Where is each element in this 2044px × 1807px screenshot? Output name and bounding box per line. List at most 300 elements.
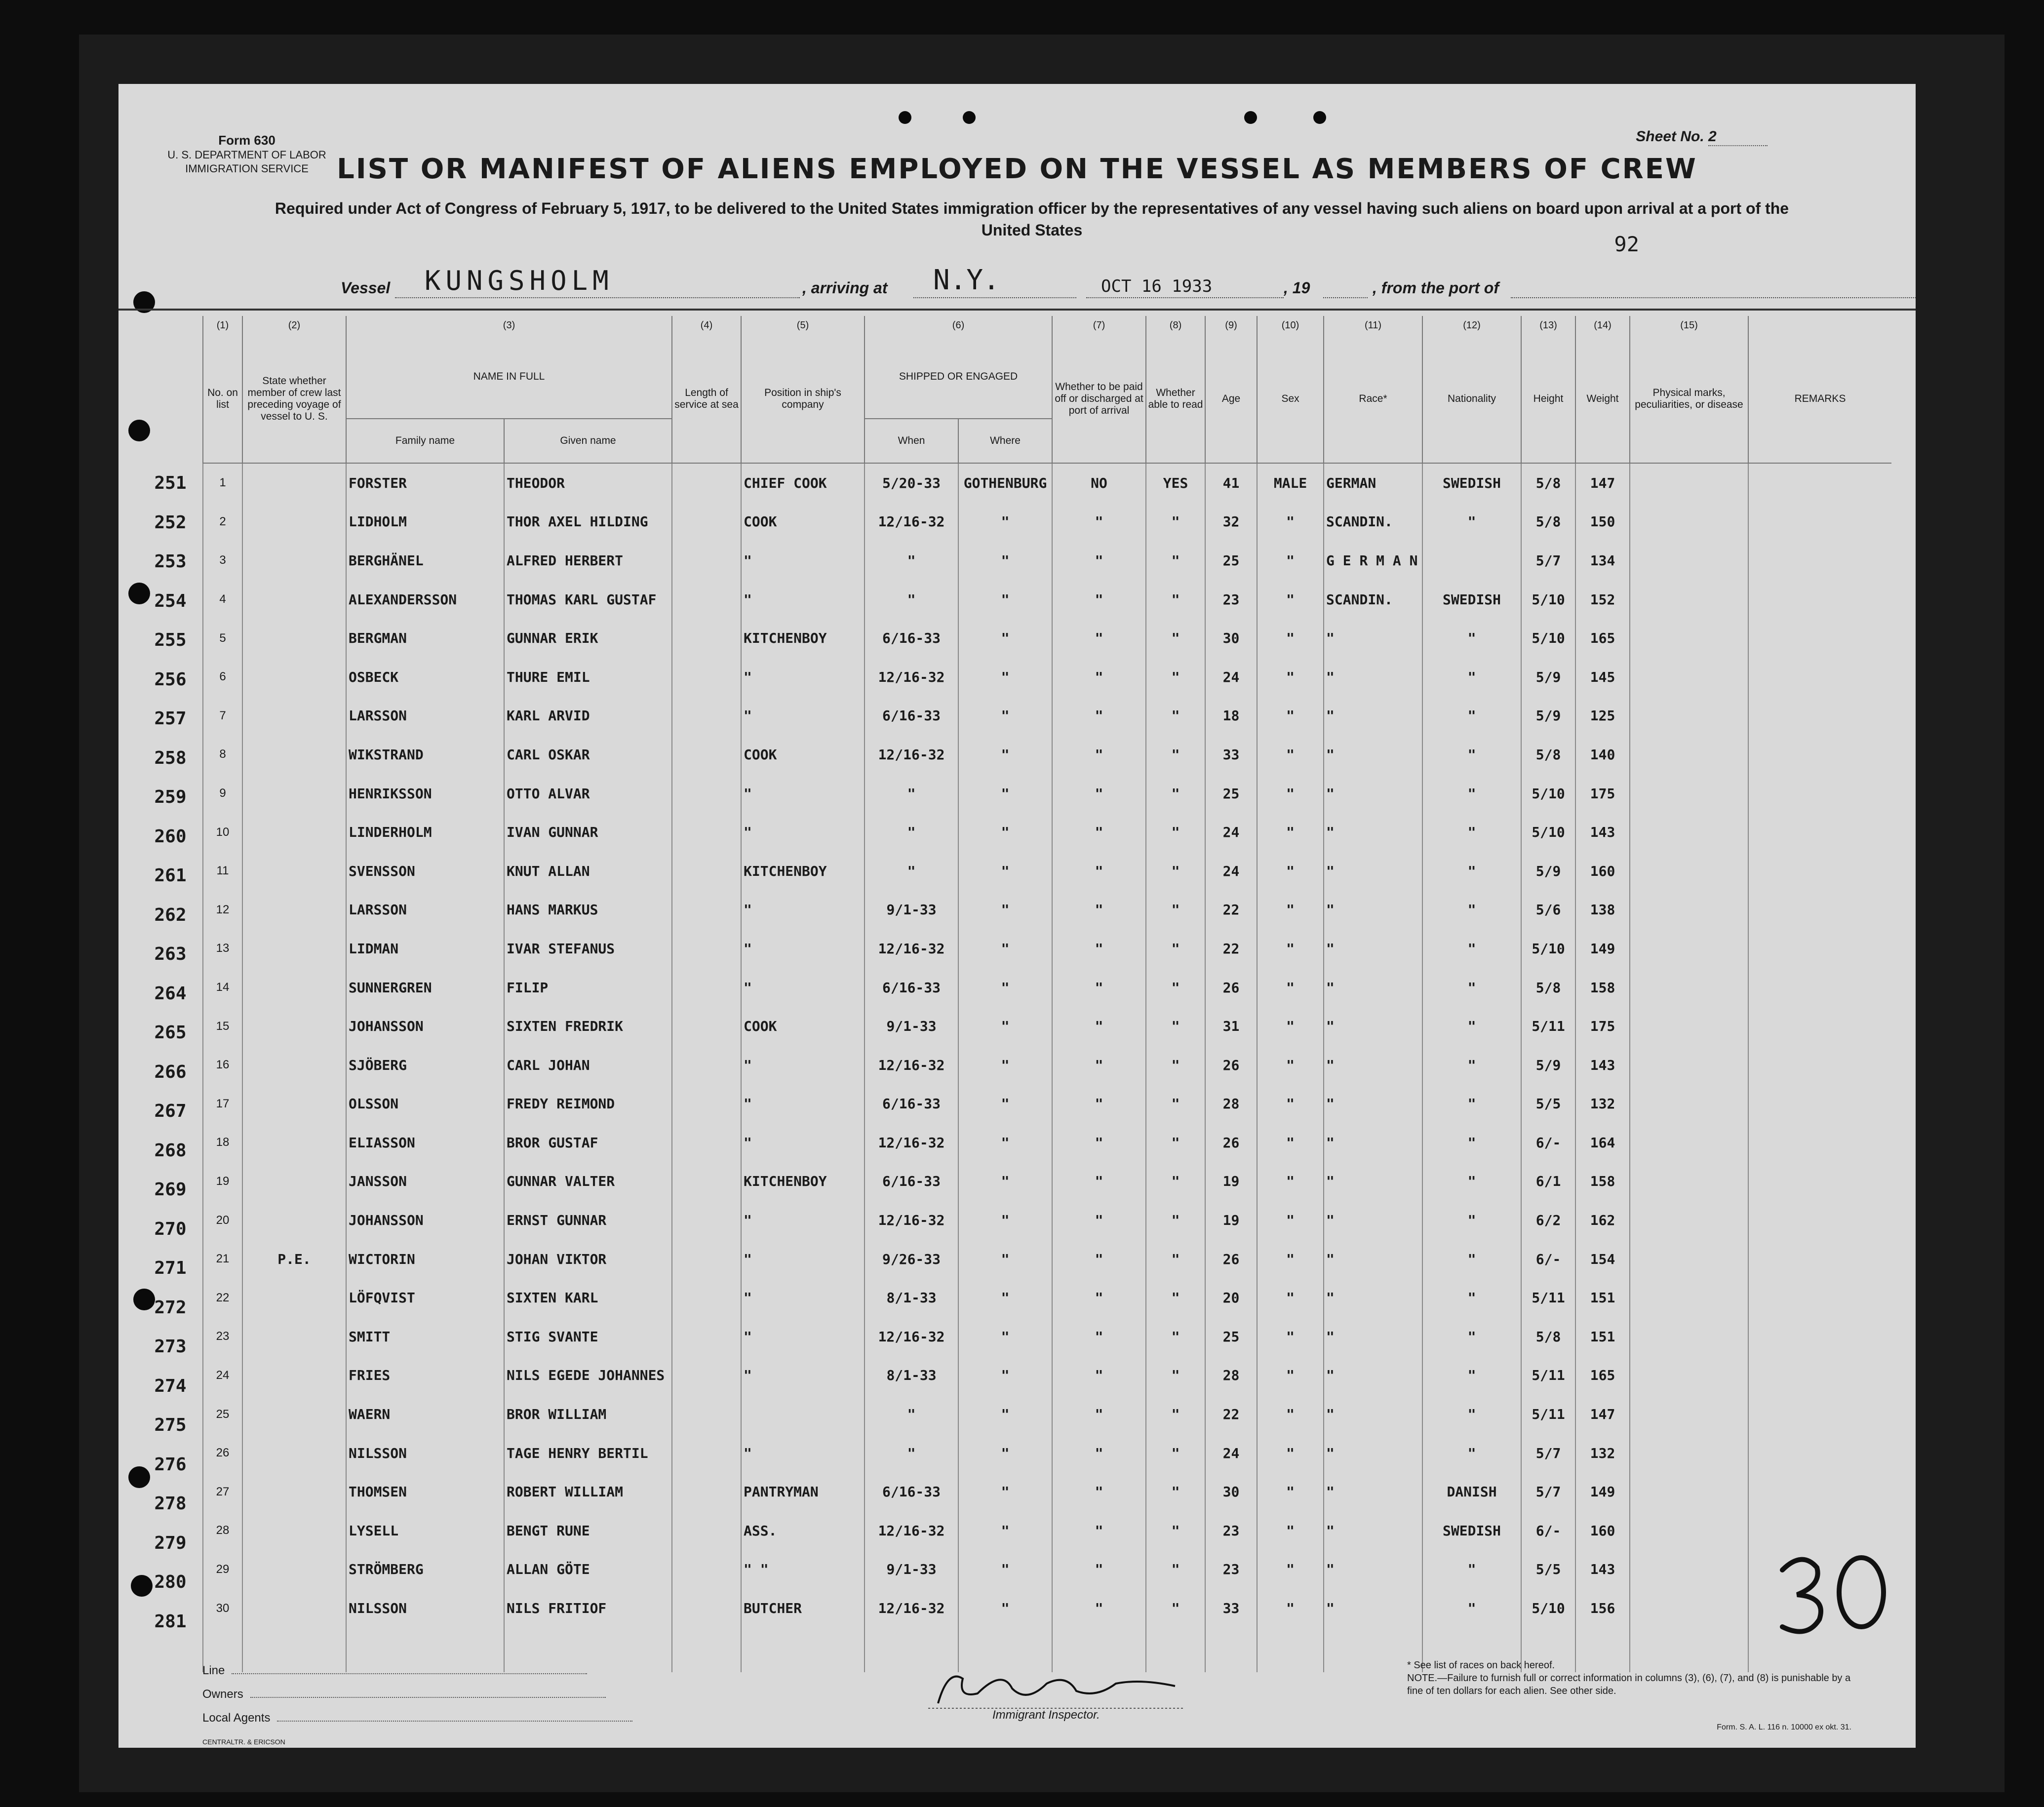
- cell-physical-marks: [1630, 463, 1748, 503]
- cell-row-number: 3: [203, 541, 242, 580]
- sequence-number: 254: [154, 590, 187, 611]
- sequence-number: 266: [154, 1061, 187, 1082]
- cell-position: ": [741, 1317, 865, 1356]
- cell-previous-voyage: [242, 697, 346, 736]
- cell-given-name: KNUT ALLAN: [504, 852, 672, 891]
- handwritten-page-number: 92: [1614, 232, 1639, 256]
- punch-hole: [963, 111, 976, 124]
- cell-length-of-service: [672, 580, 741, 619]
- cell-previous-voyage: [242, 1434, 346, 1473]
- cell-age: 25: [1205, 1317, 1257, 1356]
- cell-height: 5/6: [1521, 891, 1575, 930]
- cell-height: 5/7: [1521, 541, 1575, 580]
- cell-length-of-service: [672, 658, 741, 697]
- cell-shipped-when: 6/16-33: [865, 1085, 958, 1124]
- cell-given-name: GUNNAR VALTER: [504, 1162, 672, 1201]
- cell-shipped-where: ": [958, 929, 1052, 968]
- cell-nationality: ": [1422, 1589, 1521, 1628]
- cell-race: ": [1324, 1511, 1422, 1550]
- cell-shipped-where: ": [958, 697, 1052, 736]
- cell-paid-off: ": [1052, 1162, 1146, 1201]
- cell-race: ": [1324, 1434, 1422, 1473]
- cell-shipped-when: 12/16-32: [865, 1317, 958, 1356]
- cell-height: 5/10: [1521, 619, 1575, 658]
- cell-length-of-service: [672, 1511, 741, 1550]
- cell-length-of-service: [672, 1085, 741, 1124]
- cell-nationality: ": [1422, 503, 1521, 542]
- cell-row-number: 15: [203, 1007, 242, 1046]
- cell-sex: ": [1257, 1356, 1324, 1395]
- col-num-14: (14): [1575, 316, 1630, 335]
- cell-paid-off: ": [1052, 891, 1146, 930]
- table-row: [203, 1472, 1891, 1511]
- cell-length-of-service: [672, 929, 741, 968]
- cell-length-of-service: [672, 1240, 741, 1279]
- cell-race: ": [1324, 774, 1422, 813]
- cell-position: ": [741, 658, 865, 697]
- cell-physical-marks: [1630, 735, 1748, 774]
- cell-weight: 165: [1575, 1356, 1630, 1395]
- cell-age: 33: [1205, 735, 1257, 774]
- cell-family-name: SVENSSON: [346, 852, 504, 891]
- cell-physical-marks: [1630, 1511, 1748, 1550]
- cell-position: PANTRYMAN: [741, 1472, 865, 1511]
- cell-age: 22: [1205, 1395, 1257, 1434]
- cell-shipped-when: 6/16-33: [865, 968, 958, 1007]
- cell-race: ": [1324, 1356, 1422, 1395]
- cell-remarks: [1748, 1278, 1891, 1317]
- cell-paid-off: ": [1052, 1395, 1146, 1434]
- cell-age: 24: [1205, 1434, 1257, 1473]
- cell-previous-voyage: [242, 852, 346, 891]
- owners-label: Owners: [202, 1688, 243, 1701]
- cell-shipped-where: ": [958, 580, 1052, 619]
- cell-physical-marks: [1630, 1162, 1748, 1201]
- table-row: [203, 619, 1891, 658]
- cell-nationality: ": [1422, 1162, 1521, 1201]
- cell-position: ": [741, 1434, 865, 1473]
- cell-paid-off: ": [1052, 580, 1146, 619]
- cell-shipped-where: GOTHENBURG: [958, 463, 1052, 503]
- cell-remarks: [1748, 1356, 1891, 1395]
- cell-physical-marks: [1630, 503, 1748, 542]
- cell-sex: ": [1257, 735, 1324, 774]
- sequence-number: 278: [154, 1493, 187, 1514]
- cell-physical-marks: [1630, 1472, 1748, 1511]
- cell-race: ": [1324, 1046, 1422, 1085]
- penalty-note: NOTE.—Failure to furnish full or correct information in columns (3), (6), (7), and (8) is punishable by a fine of ten dollars for each alien. See other side.: [1407, 1673, 1851, 1696]
- cell-weight: 149: [1575, 1472, 1630, 1511]
- col-header-physical-marks: Physical marks, peculiarities, or disease: [1630, 335, 1748, 463]
- cell-position: " ": [741, 1550, 865, 1589]
- sequence-number: 255: [154, 630, 187, 650]
- cell-physical-marks: [1630, 1434, 1748, 1473]
- cell-race: ": [1324, 1589, 1422, 1628]
- cell-given-name: TAGE HENRY BERTIL: [504, 1434, 672, 1473]
- cell-paid-off: ": [1052, 852, 1146, 891]
- cell-race: GERMAN: [1324, 463, 1422, 503]
- cell-shipped-where: ": [958, 1550, 1052, 1589]
- cell-race: ": [1324, 1278, 1422, 1317]
- cell-shipped-when: 12/16-32: [865, 1123, 958, 1162]
- cell-height: 5/11: [1521, 1356, 1575, 1395]
- cell-shipped-where: ": [958, 1317, 1052, 1356]
- handwritten-tally: [1768, 1545, 1896, 1647]
- cell-given-name: JOHAN VIKTOR: [504, 1240, 672, 1279]
- sequence-number: 264: [154, 983, 187, 1004]
- cell-remarks: [1748, 1046, 1891, 1085]
- cell-shipped-where: ": [958, 735, 1052, 774]
- cell-race: ": [1324, 658, 1422, 697]
- cell-nationality: ": [1422, 813, 1521, 852]
- table-row: [203, 1317, 1891, 1356]
- cell-sex: ": [1257, 813, 1324, 852]
- cell-row-number: 5: [203, 619, 242, 658]
- cell-previous-voyage: [242, 1356, 346, 1395]
- cell-shipped-where: ": [958, 852, 1052, 891]
- cell-given-name: THURE EMIL: [504, 658, 672, 697]
- table-row: [203, 968, 1891, 1007]
- cell-shipped-when: ": [865, 580, 958, 619]
- cell-row-number: 2: [203, 503, 242, 542]
- table-row: [203, 891, 1891, 930]
- cell-sex: ": [1257, 1550, 1324, 1589]
- col-header-height: Height: [1521, 335, 1575, 463]
- cell-height: 6/-: [1521, 1240, 1575, 1279]
- cell-row-number: 24: [203, 1356, 242, 1395]
- cell-shipped-when: 6/16-33: [865, 1162, 958, 1201]
- cell-previous-voyage: [242, 891, 346, 930]
- cell-position: CHIEF COOK: [741, 463, 865, 503]
- cell-weight: 154: [1575, 1240, 1630, 1279]
- cell-row-number: 29: [203, 1550, 242, 1589]
- cell-height: 6/1: [1521, 1162, 1575, 1201]
- cell-family-name: FORSTER: [346, 463, 504, 503]
- cell-given-name: KARL ARVID: [504, 697, 672, 736]
- cell-shipped-when: 12/16-32: [865, 929, 958, 968]
- col-num-8: (8): [1146, 316, 1205, 335]
- cell-height: 5/10: [1521, 580, 1575, 619]
- cell-remarks: [1748, 619, 1891, 658]
- document-title: LIST OR MANIFEST OF ALIENS EMPLOYED ON THE VESSEL AS MEMBERS OF CREW: [337, 153, 1697, 185]
- cell-able-to-read: ": [1146, 1123, 1205, 1162]
- sheet-number: [1636, 128, 1768, 146]
- cell-height: 5/7: [1521, 1434, 1575, 1473]
- cell-nationality: ": [1422, 1278, 1521, 1317]
- cell-row-number: 10: [203, 813, 242, 852]
- cell-physical-marks: [1630, 697, 1748, 736]
- cell-race: ": [1324, 813, 1422, 852]
- cell-family-name: LARSSON: [346, 697, 504, 736]
- cell-family-name: ALEXANDERSSON: [346, 580, 504, 619]
- sequence-number: 261: [154, 865, 187, 886]
- table-row: [203, 774, 1891, 813]
- col-num-7: (7): [1052, 316, 1146, 335]
- cell-length-of-service: [672, 891, 741, 930]
- cell-length-of-service: [672, 968, 741, 1007]
- table-row: [203, 1278, 1891, 1317]
- cell-family-name: FRIES: [346, 1356, 504, 1395]
- cell-race: G E R M A N: [1324, 541, 1422, 580]
- cell-paid-off: ": [1052, 1007, 1146, 1046]
- inspector-signature: [928, 1659, 1185, 1713]
- cell-family-name: WAERN: [346, 1395, 504, 1434]
- table-row: [203, 1123, 1891, 1162]
- cell-physical-marks: [1630, 1317, 1748, 1356]
- cell-given-name: SIXTEN KARL: [504, 1278, 672, 1317]
- vessel-name: KUNGSHOLM: [425, 265, 614, 296]
- cell-weight: 151: [1575, 1278, 1630, 1317]
- cell-given-name: OTTO ALVAR: [504, 774, 672, 813]
- cell-previous-voyage: [242, 1046, 346, 1085]
- cell-age: 18: [1205, 697, 1257, 736]
- cell-row-number: 7: [203, 697, 242, 736]
- cell-race: ": [1324, 735, 1422, 774]
- cell-age: 22: [1205, 929, 1257, 968]
- cell-shipped-where: ": [958, 1434, 1052, 1473]
- cell-given-name: ALLAN GÖTE: [504, 1550, 672, 1589]
- cell-remarks: [1748, 891, 1891, 930]
- table-row: [203, 697, 1891, 736]
- cell-position: ": [741, 968, 865, 1007]
- cell-previous-voyage: [242, 1589, 346, 1628]
- cell-age: 24: [1205, 852, 1257, 891]
- cell-shipped-where: ": [958, 1511, 1052, 1550]
- table-row: [203, 541, 1891, 580]
- col-num-3: (3): [346, 316, 672, 335]
- cell-row-number: 6: [203, 658, 242, 697]
- cell-weight: 138: [1575, 891, 1630, 930]
- cell-physical-marks: [1630, 1589, 1748, 1628]
- cell-age: 25: [1205, 541, 1257, 580]
- cell-nationality: SWEDISH: [1422, 580, 1521, 619]
- cell-given-name: FREDY REIMOND: [504, 1085, 672, 1124]
- cell-sex: MALE: [1257, 463, 1324, 503]
- cell-previous-voyage: [242, 1007, 346, 1046]
- cell-position: ": [741, 541, 865, 580]
- col-num-10: (10): [1257, 316, 1324, 335]
- cell-race: ": [1324, 1395, 1422, 1434]
- col-num-13: (13): [1521, 316, 1575, 335]
- sequence-number: 273: [154, 1336, 187, 1357]
- crew-rows: [203, 463, 1891, 1672]
- cell-previous-voyage: [242, 929, 346, 968]
- cell-remarks: [1748, 813, 1891, 852]
- sequence-number: 259: [154, 787, 187, 807]
- cell-length-of-service: [672, 1356, 741, 1395]
- col-header-nationality: Nationality: [1422, 335, 1521, 463]
- cell-row-number: 17: [203, 1085, 242, 1124]
- cell-weight: 140: [1575, 735, 1630, 774]
- table-row: [203, 503, 1891, 542]
- cell-age: 31: [1205, 1007, 1257, 1046]
- cell-able-to-read: ": [1146, 1007, 1205, 1046]
- cell-physical-marks: [1630, 1085, 1748, 1124]
- col-header-family-name: Family name: [346, 419, 504, 463]
- cell-race: ": [1324, 1123, 1422, 1162]
- footer-block: [202, 1654, 1891, 1746]
- cell-given-name: NILS EGEDE JOHANNES: [504, 1356, 672, 1395]
- agents-field: [202, 1711, 632, 1725]
- cell-shipped-where: ": [958, 503, 1052, 542]
- cell-nationality: ": [1422, 968, 1521, 1007]
- cell-physical-marks: [1630, 1201, 1748, 1240]
- cell-weight: 160: [1575, 1511, 1630, 1550]
- cell-nationality: ": [1422, 1317, 1521, 1356]
- cell-shipped-when: 12/16-32: [865, 735, 958, 774]
- cell-height: 5/9: [1521, 697, 1575, 736]
- cell-length-of-service: [672, 1162, 741, 1201]
- cell-paid-off: ": [1052, 774, 1146, 813]
- cell-row-number: 27: [203, 1472, 242, 1511]
- cell-family-name: WIKSTRAND: [346, 735, 504, 774]
- cell-row-number: 8: [203, 735, 242, 774]
- cell-height: 5/10: [1521, 774, 1575, 813]
- cell-height: 5/8: [1521, 463, 1575, 503]
- cell-length-of-service: [672, 463, 741, 503]
- punch-hole: [899, 111, 911, 124]
- cell-race: ": [1324, 1201, 1422, 1240]
- cell-height: 6/2: [1521, 1201, 1575, 1240]
- cell-height: 5/10: [1521, 813, 1575, 852]
- cell-height: 5/8: [1521, 1317, 1575, 1356]
- col-header-no-on-list: No. on list: [203, 335, 242, 463]
- cell-sex: ": [1257, 929, 1324, 968]
- cell-able-to-read: ": [1146, 1395, 1205, 1434]
- cell-shipped-where: ": [958, 541, 1052, 580]
- sequence-number: 281: [154, 1611, 187, 1632]
- cell-nationality: ": [1422, 1201, 1521, 1240]
- cell-remarks: [1748, 852, 1891, 891]
- cell-paid-off: ": [1052, 813, 1146, 852]
- cell-able-to-read: ": [1146, 1317, 1205, 1356]
- cell-shipped-where: ": [958, 774, 1052, 813]
- cell-height: 5/10: [1521, 1589, 1575, 1628]
- cell-able-to-read: ": [1146, 929, 1205, 968]
- cell-nationality: ": [1422, 1434, 1521, 1473]
- col-num-15: (15): [1630, 316, 1748, 335]
- cell-shipped-when: 5/20-33: [865, 463, 958, 503]
- col-header-race: Race*: [1324, 335, 1422, 463]
- col-num-5: (5): [741, 316, 865, 335]
- cell-physical-marks: [1630, 813, 1748, 852]
- cell-previous-voyage: [242, 463, 346, 503]
- cell-length-of-service: [672, 735, 741, 774]
- cell-sex: ": [1257, 1317, 1324, 1356]
- table-row: [203, 1434, 1891, 1473]
- col-num-6: (6): [865, 316, 1052, 335]
- cell-able-to-read: ": [1146, 503, 1205, 542]
- cell-physical-marks: [1630, 541, 1748, 580]
- cell-length-of-service: [672, 619, 741, 658]
- sheet-number-value: 2: [1708, 128, 1768, 146]
- cell-able-to-read: ": [1146, 1201, 1205, 1240]
- cell-shipped-where: ": [958, 1240, 1052, 1279]
- cell-shipped-where: ": [958, 1589, 1052, 1628]
- cell-height: 6/-: [1521, 1511, 1575, 1550]
- cell-sex: ": [1257, 658, 1324, 697]
- col-header-paid-off: Whether to be paid off or discharged at port of arrival: [1052, 335, 1146, 463]
- cell-previous-voyage: [242, 1395, 346, 1434]
- col-header-given-name: Given name: [504, 419, 672, 463]
- cell-height: 5/8: [1521, 503, 1575, 542]
- cell-weight: 147: [1575, 463, 1630, 503]
- cell-physical-marks: [1630, 619, 1748, 658]
- cell-row-number: 25: [203, 1395, 242, 1434]
- col-header-weight: Weight: [1575, 335, 1630, 463]
- cell-given-name: THEODOR: [504, 463, 672, 503]
- cell-remarks: [1748, 541, 1891, 580]
- cell-sex: ": [1257, 852, 1324, 891]
- cell-nationality: ": [1422, 1085, 1521, 1124]
- cell-age: 22: [1205, 891, 1257, 930]
- cell-remarks: [1748, 929, 1891, 968]
- sequence-number: 265: [154, 1022, 187, 1043]
- cell-weight: 143: [1575, 1550, 1630, 1589]
- cell-physical-marks: [1630, 774, 1748, 813]
- cell-shipped-where: ": [958, 619, 1052, 658]
- vessel-label: Vessel: [341, 279, 391, 297]
- cell-family-name: JOHANSSON: [346, 1007, 504, 1046]
- cell-paid-off: ": [1052, 735, 1146, 774]
- cell-given-name: CARL OSKAR: [504, 735, 672, 774]
- col-header-sex: Sex: [1257, 335, 1324, 463]
- cell-able-to-read: ": [1146, 1356, 1205, 1395]
- cell-given-name: THOMAS KARL GUSTAF: [504, 580, 672, 619]
- cell-family-name: SJÖBERG: [346, 1046, 504, 1085]
- cell-able-to-read: ": [1146, 1085, 1205, 1124]
- cell-sex: ": [1257, 619, 1324, 658]
- cell-sex: ": [1257, 1472, 1324, 1511]
- sequence-number: 262: [154, 904, 187, 925]
- cell-sex: ": [1257, 1162, 1324, 1201]
- punch-hole: [1244, 111, 1257, 124]
- cell-weight: 152: [1575, 580, 1630, 619]
- col-header-length-of-service: Length of service at sea: [672, 335, 741, 463]
- sequence-number: 257: [154, 708, 187, 729]
- cell-length-of-service: [672, 774, 741, 813]
- cell-physical-marks: [1630, 852, 1748, 891]
- cell-length-of-service: [672, 1201, 741, 1240]
- cell-previous-voyage: [242, 1550, 346, 1589]
- cell-row-number: 26: [203, 1434, 242, 1473]
- cell-shipped-when: 8/1-33: [865, 1278, 958, 1317]
- cell-row-number: 30: [203, 1589, 242, 1628]
- cell-race: ": [1324, 1162, 1422, 1201]
- sequence-number: 272: [154, 1297, 187, 1318]
- cell-remarks: [1748, 1007, 1891, 1046]
- cell-remarks: [1748, 1472, 1891, 1511]
- cell-shipped-when: 9/1-33: [865, 1007, 958, 1046]
- cell-nationality: ": [1422, 1123, 1521, 1162]
- cell-age: 24: [1205, 813, 1257, 852]
- cell-race: SCANDIN.: [1324, 580, 1422, 619]
- cell-remarks: [1748, 968, 1891, 1007]
- sequence-number: 263: [154, 944, 187, 964]
- cell-nationality: ": [1422, 1007, 1521, 1046]
- cell-sex: ": [1257, 1007, 1324, 1046]
- cell-sex: ": [1257, 1201, 1324, 1240]
- cell-weight: 150: [1575, 503, 1630, 542]
- cell-weight: 160: [1575, 852, 1630, 891]
- cell-shipped-where: ": [958, 1395, 1052, 1434]
- cell-age: 26: [1205, 1123, 1257, 1162]
- cell-physical-marks: [1630, 1356, 1748, 1395]
- cell-able-to-read: ": [1146, 697, 1205, 736]
- cell-remarks: [1748, 1085, 1891, 1124]
- cell-shipped-where: ": [958, 1007, 1052, 1046]
- sequence-number: 256: [154, 669, 187, 690]
